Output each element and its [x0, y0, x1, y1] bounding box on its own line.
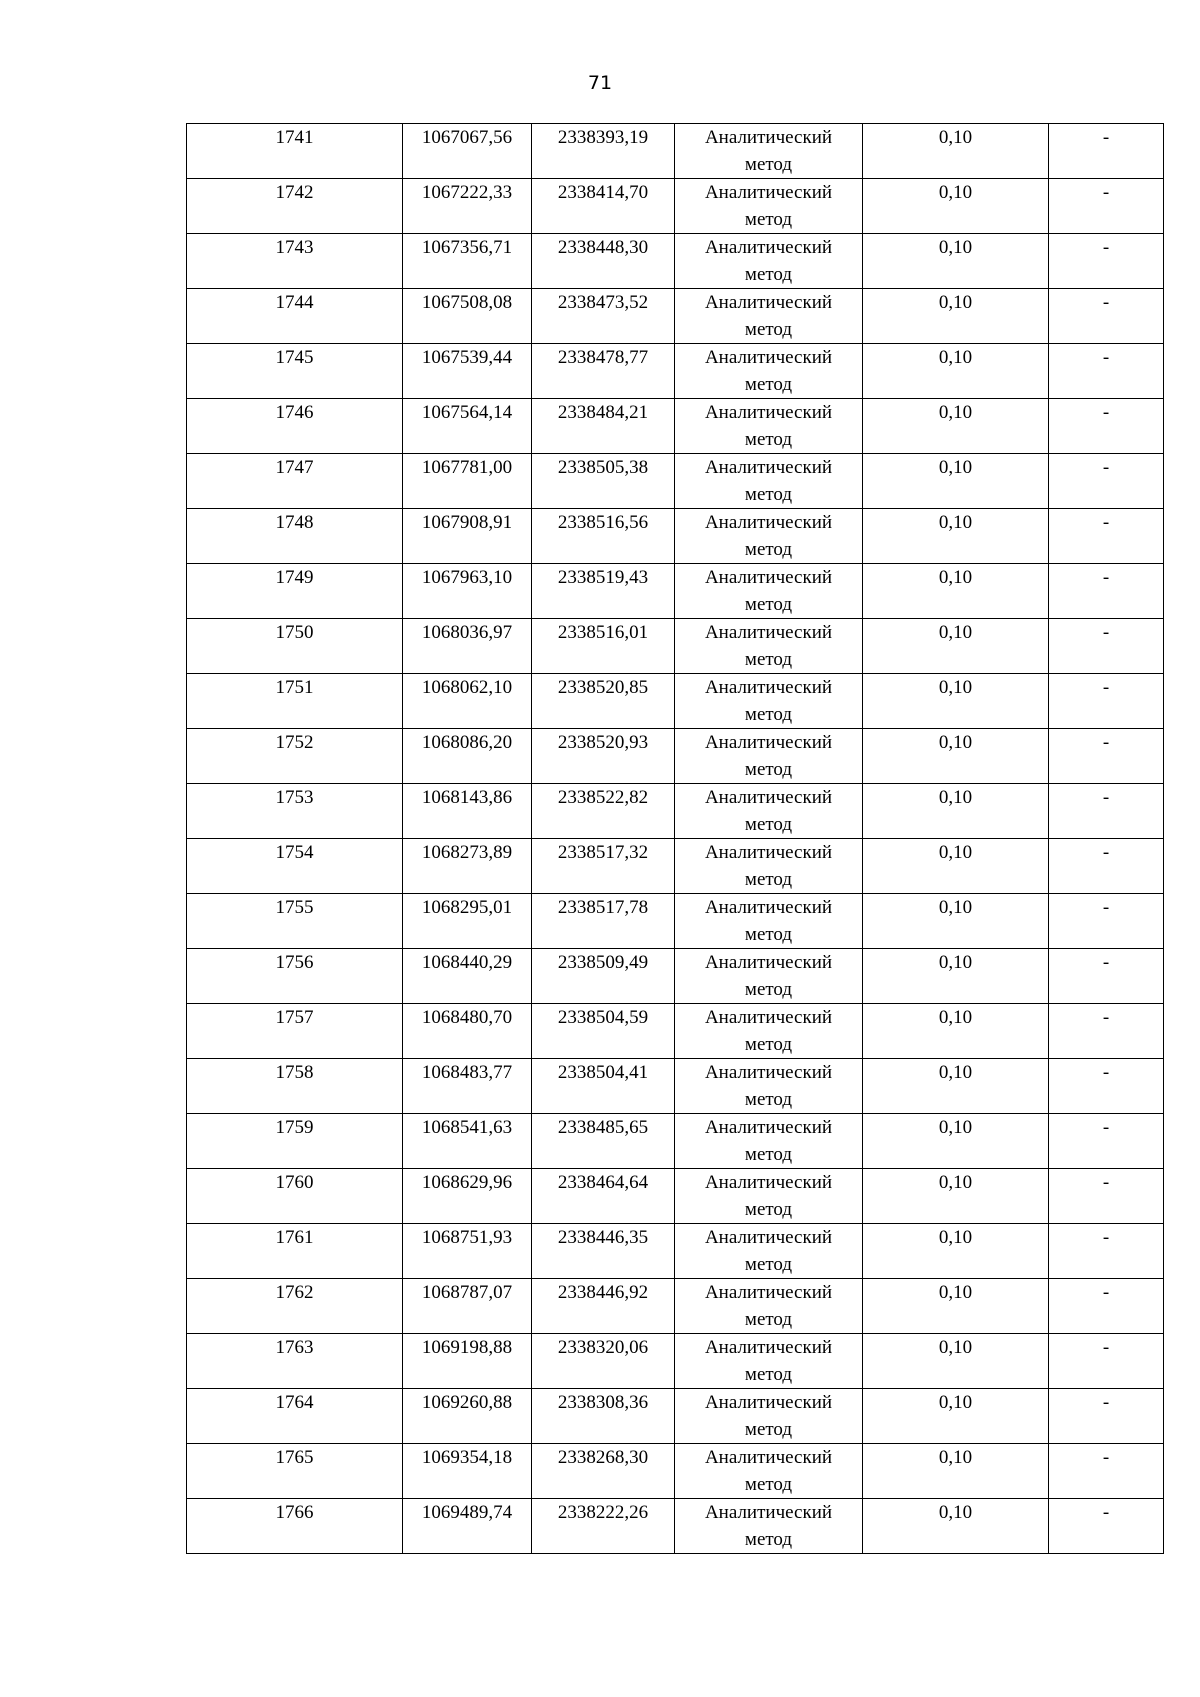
point-number-cell: 1741 [187, 124, 403, 179]
point-number-cell: 1749 [187, 564, 403, 619]
method-label-line1: Аналитический [704, 787, 833, 808]
error-cell: 0,10 [863, 1389, 1049, 1444]
note-cell: - [1049, 839, 1164, 894]
error-cell: 0,10 [863, 839, 1049, 894]
point-number-cell: 1757 [187, 1004, 403, 1059]
method-label-line1: Аналитический [704, 732, 833, 753]
method-label-line2: метод [744, 704, 793, 725]
table-row [187, 894, 1164, 949]
method-label-line1: Аналитический [704, 1337, 833, 1358]
y-coordinate-cell: 2338504,41 [532, 1059, 675, 1114]
point-number-cell: 1756 [187, 949, 403, 1004]
y-coordinate-cell: 2338446,92 [532, 1279, 675, 1334]
table-row [187, 1389, 1164, 1444]
y-coordinate-cell: 2338320,06 [532, 1334, 675, 1389]
y-coordinate-cell: 2338522,82 [532, 784, 675, 839]
method-label-line1: Аналитический [704, 1282, 833, 1303]
table-row [187, 784, 1164, 839]
method-label-line1: Аналитический [704, 1007, 833, 1028]
method-cell [675, 1059, 863, 1114]
method-label-line1: Аналитический [704, 402, 833, 423]
x-coordinate-cell: 1068143,86 [403, 784, 532, 839]
note-cell: - [1049, 1224, 1164, 1279]
x-coordinate-cell: 1068036,97 [403, 619, 532, 674]
x-coordinate-cell: 1067539,44 [403, 344, 532, 399]
point-number-cell: 1745 [187, 344, 403, 399]
y-coordinate-cell: 2338517,78 [532, 894, 675, 949]
error-cell: 0,10 [863, 729, 1049, 784]
y-coordinate-cell: 2338509,49 [532, 949, 675, 1004]
point-number-cell: 1764 [187, 1389, 403, 1444]
note-cell: - [1049, 674, 1164, 729]
method-label-line2: метод [744, 1419, 793, 1440]
point-number-cell: 1761 [187, 1224, 403, 1279]
point-number-cell: 1750 [187, 619, 403, 674]
method-label-line2: метод [744, 1529, 793, 1550]
method-label-line1: Аналитический [704, 677, 833, 698]
method-label-line1: Аналитический [704, 237, 833, 258]
table-row [187, 949, 1164, 1004]
method-cell [675, 344, 863, 399]
error-cell: 0,10 [863, 1334, 1049, 1389]
point-number-cell: 1763 [187, 1334, 403, 1389]
method-label-line2: метод [744, 1199, 793, 1220]
table-row [187, 344, 1164, 399]
point-number-cell: 1747 [187, 454, 403, 509]
method-label-line2: метод [744, 264, 793, 285]
method-cell [675, 619, 863, 674]
y-coordinate-cell: 2338222,26 [532, 1499, 675, 1554]
method-label-line2: метод [744, 869, 793, 890]
method-label-line2: метод [744, 979, 793, 1000]
method-label-line2: метод [744, 814, 793, 835]
coordinates-table [186, 123, 1164, 1554]
y-coordinate-cell: 2338520,93 [532, 729, 675, 784]
point-number-cell: 1762 [187, 1279, 403, 1334]
x-coordinate-cell: 1067908,91 [403, 509, 532, 564]
error-cell: 0,10 [863, 1169, 1049, 1224]
point-number-cell: 1744 [187, 289, 403, 344]
table-row [187, 619, 1164, 674]
method-label-line1: Аналитический [704, 182, 833, 203]
point-number-cell: 1752 [187, 729, 403, 784]
coordinates-table-body [187, 124, 1164, 1554]
method-cell [675, 1169, 863, 1224]
table-row [187, 839, 1164, 894]
table-row [187, 674, 1164, 729]
point-number-cell: 1760 [187, 1169, 403, 1224]
error-cell: 0,10 [863, 1114, 1049, 1169]
error-cell: 0,10 [863, 894, 1049, 949]
note-cell: - [1049, 619, 1164, 674]
table-row [187, 1444, 1164, 1499]
method-cell [675, 729, 863, 784]
point-number-cell: 1758 [187, 1059, 403, 1114]
table-row [187, 564, 1164, 619]
error-cell: 0,10 [863, 564, 1049, 619]
method-cell [675, 1389, 863, 1444]
y-coordinate-cell: 2338393,19 [532, 124, 675, 179]
note-cell: - [1049, 289, 1164, 344]
note-cell: - [1049, 344, 1164, 399]
method-cell [675, 949, 863, 1004]
method-cell [675, 454, 863, 509]
table-row [187, 454, 1164, 509]
x-coordinate-cell: 1068787,07 [403, 1279, 532, 1334]
method-cell [675, 1224, 863, 1279]
method-cell [675, 1499, 863, 1554]
x-coordinate-cell: 1068483,77 [403, 1059, 532, 1114]
error-cell: 0,10 [863, 509, 1049, 564]
method-label-line1: Аналитический [704, 897, 833, 918]
y-coordinate-cell: 2338478,77 [532, 344, 675, 399]
error-cell: 0,10 [863, 1004, 1049, 1059]
table-row [187, 729, 1164, 784]
y-coordinate-cell: 2338308,36 [532, 1389, 675, 1444]
error-cell: 0,10 [863, 1224, 1049, 1279]
method-label-line1: Аналитический [704, 1502, 833, 1523]
page-number: 71 [587, 72, 613, 94]
note-cell: - [1049, 399, 1164, 454]
method-label-line2: метод [744, 594, 793, 615]
table-row [187, 124, 1164, 179]
y-coordinate-cell: 2338516,56 [532, 509, 675, 564]
method-label-line2: метод [744, 759, 793, 780]
method-label-line1: Аналитический [704, 1062, 833, 1083]
error-cell: 0,10 [863, 674, 1049, 729]
table-row [187, 1114, 1164, 1169]
point-number-cell: 1746 [187, 399, 403, 454]
note-cell: - [1049, 1499, 1164, 1554]
table-row [187, 1169, 1164, 1224]
point-number-cell: 1754 [187, 839, 403, 894]
y-coordinate-cell: 2338446,35 [532, 1224, 675, 1279]
x-coordinate-cell: 1068541,63 [403, 1114, 532, 1169]
method-label-line1: Аналитический [704, 1227, 833, 1248]
x-coordinate-cell: 1069198,88 [403, 1334, 532, 1389]
note-cell: - [1049, 1114, 1164, 1169]
y-coordinate-cell: 2338268,30 [532, 1444, 675, 1499]
method-label-line2: метод [744, 1034, 793, 1055]
note-cell: - [1049, 234, 1164, 289]
x-coordinate-cell: 1067067,56 [403, 124, 532, 179]
x-coordinate-cell: 1069489,74 [403, 1499, 532, 1554]
note-cell: - [1049, 1444, 1164, 1499]
method-cell [675, 399, 863, 454]
method-label-line2: метод [744, 484, 793, 505]
point-number-cell: 1753 [187, 784, 403, 839]
x-coordinate-cell: 1068629,96 [403, 1169, 532, 1224]
table-row [187, 509, 1164, 564]
note-cell: - [1049, 509, 1164, 564]
table-row [187, 1224, 1164, 1279]
x-coordinate-cell: 1068440,29 [403, 949, 532, 1004]
note-cell: - [1049, 179, 1164, 234]
note-cell: - [1049, 564, 1164, 619]
method-label-line1: Аналитический [704, 292, 833, 313]
error-cell: 0,10 [863, 784, 1049, 839]
method-cell [675, 894, 863, 949]
method-label-line1: Аналитический [704, 512, 833, 533]
note-cell: - [1049, 1059, 1164, 1114]
note-cell: - [1049, 784, 1164, 839]
x-coordinate-cell: 1069354,18 [403, 1444, 532, 1499]
table-row [187, 399, 1164, 454]
y-coordinate-cell: 2338505,38 [532, 454, 675, 509]
method-cell [675, 289, 863, 344]
error-cell: 0,10 [863, 454, 1049, 509]
method-label-line1: Аналитический [704, 567, 833, 588]
note-cell: - [1049, 894, 1164, 949]
method-cell [675, 674, 863, 729]
error-cell: 0,10 [863, 179, 1049, 234]
point-number-cell: 1748 [187, 509, 403, 564]
method-cell [675, 234, 863, 289]
error-cell: 0,10 [863, 344, 1049, 399]
x-coordinate-cell: 1067508,08 [403, 289, 532, 344]
method-cell [675, 1334, 863, 1389]
point-number-cell: 1742 [187, 179, 403, 234]
x-coordinate-cell: 1068480,70 [403, 1004, 532, 1059]
method-cell [675, 1114, 863, 1169]
method-label-line1: Аналитический [704, 1447, 833, 1468]
error-cell: 0,10 [863, 1059, 1049, 1114]
error-cell: 0,10 [863, 1279, 1049, 1334]
note-cell: - [1049, 1004, 1164, 1059]
y-coordinate-cell: 2338473,52 [532, 289, 675, 344]
error-cell: 0,10 [863, 124, 1049, 179]
method-cell [675, 564, 863, 619]
x-coordinate-cell: 1067781,00 [403, 454, 532, 509]
y-coordinate-cell: 2338464,64 [532, 1169, 675, 1224]
error-cell: 0,10 [863, 289, 1049, 344]
table-row [187, 1499, 1164, 1554]
y-coordinate-cell: 2338504,59 [532, 1004, 675, 1059]
x-coordinate-cell: 1068273,89 [403, 839, 532, 894]
y-coordinate-cell: 2338484,21 [532, 399, 675, 454]
y-coordinate-cell: 2338485,65 [532, 1114, 675, 1169]
error-cell: 0,10 [863, 1499, 1049, 1554]
method-label-line1: Аналитический [704, 347, 833, 368]
method-label-line1: Аналитический [704, 127, 833, 148]
point-number-cell: 1755 [187, 894, 403, 949]
note-cell: - [1049, 454, 1164, 509]
y-coordinate-cell: 2338517,32 [532, 839, 675, 894]
method-label-line2: метод [744, 1089, 793, 1110]
method-label-line2: метод [744, 1474, 793, 1495]
x-coordinate-cell: 1068086,20 [403, 729, 532, 784]
x-coordinate-cell: 1067963,10 [403, 564, 532, 619]
method-cell [675, 784, 863, 839]
x-coordinate-cell: 1067356,71 [403, 234, 532, 289]
note-cell: - [1049, 1389, 1164, 1444]
x-coordinate-cell: 1069260,88 [403, 1389, 532, 1444]
table-row [187, 1004, 1164, 1059]
method-label-line2: метод [744, 209, 793, 230]
y-coordinate-cell: 2338519,43 [532, 564, 675, 619]
table-row [187, 1059, 1164, 1114]
x-coordinate-cell: 1068062,10 [403, 674, 532, 729]
point-number-cell: 1743 [187, 234, 403, 289]
method-label-line2: метод [744, 1254, 793, 1275]
method-label-line1: Аналитический [704, 842, 833, 863]
method-cell [675, 1004, 863, 1059]
method-label-line2: метод [744, 1309, 793, 1330]
note-cell: - [1049, 1169, 1164, 1224]
method-label-line1: Аналитический [704, 1172, 833, 1193]
method-cell [675, 509, 863, 564]
point-number-cell: 1766 [187, 1499, 403, 1554]
note-cell: - [1049, 1334, 1164, 1389]
x-coordinate-cell: 1068751,93 [403, 1224, 532, 1279]
method-label-line2: метод [744, 1364, 793, 1385]
y-coordinate-cell: 2338414,70 [532, 179, 675, 234]
point-number-cell: 1765 [187, 1444, 403, 1499]
note-cell: - [1049, 949, 1164, 1004]
y-coordinate-cell: 2338448,30 [532, 234, 675, 289]
note-cell: - [1049, 729, 1164, 784]
error-cell: 0,10 [863, 234, 1049, 289]
method-cell [675, 124, 863, 179]
table-row [187, 1279, 1164, 1334]
note-cell: - [1049, 124, 1164, 179]
point-number-cell: 1759 [187, 1114, 403, 1169]
table-row [187, 179, 1164, 234]
y-coordinate-cell: 2338520,85 [532, 674, 675, 729]
method-label-line2: метод [744, 374, 793, 395]
method-label-line2: метод [744, 649, 793, 670]
method-label-line2: метод [744, 924, 793, 945]
method-cell [675, 1279, 863, 1334]
error-cell: 0,10 [863, 619, 1049, 674]
table-row [187, 289, 1164, 344]
point-number-cell: 1751 [187, 674, 403, 729]
method-label-line1: Аналитический [704, 1117, 833, 1138]
method-label-line2: метод [744, 429, 793, 450]
table-row [187, 1334, 1164, 1389]
method-cell [675, 839, 863, 894]
x-coordinate-cell: 1068295,01 [403, 894, 532, 949]
note-cell: - [1049, 1279, 1164, 1334]
table-row [187, 234, 1164, 289]
x-coordinate-cell: 1067564,14 [403, 399, 532, 454]
method-label-line2: метод [744, 539, 793, 560]
x-coordinate-cell: 1067222,33 [403, 179, 532, 234]
method-label-line1: Аналитический [704, 622, 833, 643]
error-cell: 0,10 [863, 399, 1049, 454]
method-label-line1: Аналитический [704, 1392, 833, 1413]
error-cell: 0,10 [863, 1444, 1049, 1499]
method-label-line2: метод [744, 1144, 793, 1165]
error-cell: 0,10 [863, 949, 1049, 1004]
method-label-line2: метод [744, 154, 793, 175]
method-label-line1: Аналитический [704, 457, 833, 478]
method-label-line2: метод [744, 319, 793, 340]
y-coordinate-cell: 2338516,01 [532, 619, 675, 674]
method-cell [675, 179, 863, 234]
method-label-line1: Аналитический [704, 952, 833, 973]
method-cell [675, 1444, 863, 1499]
